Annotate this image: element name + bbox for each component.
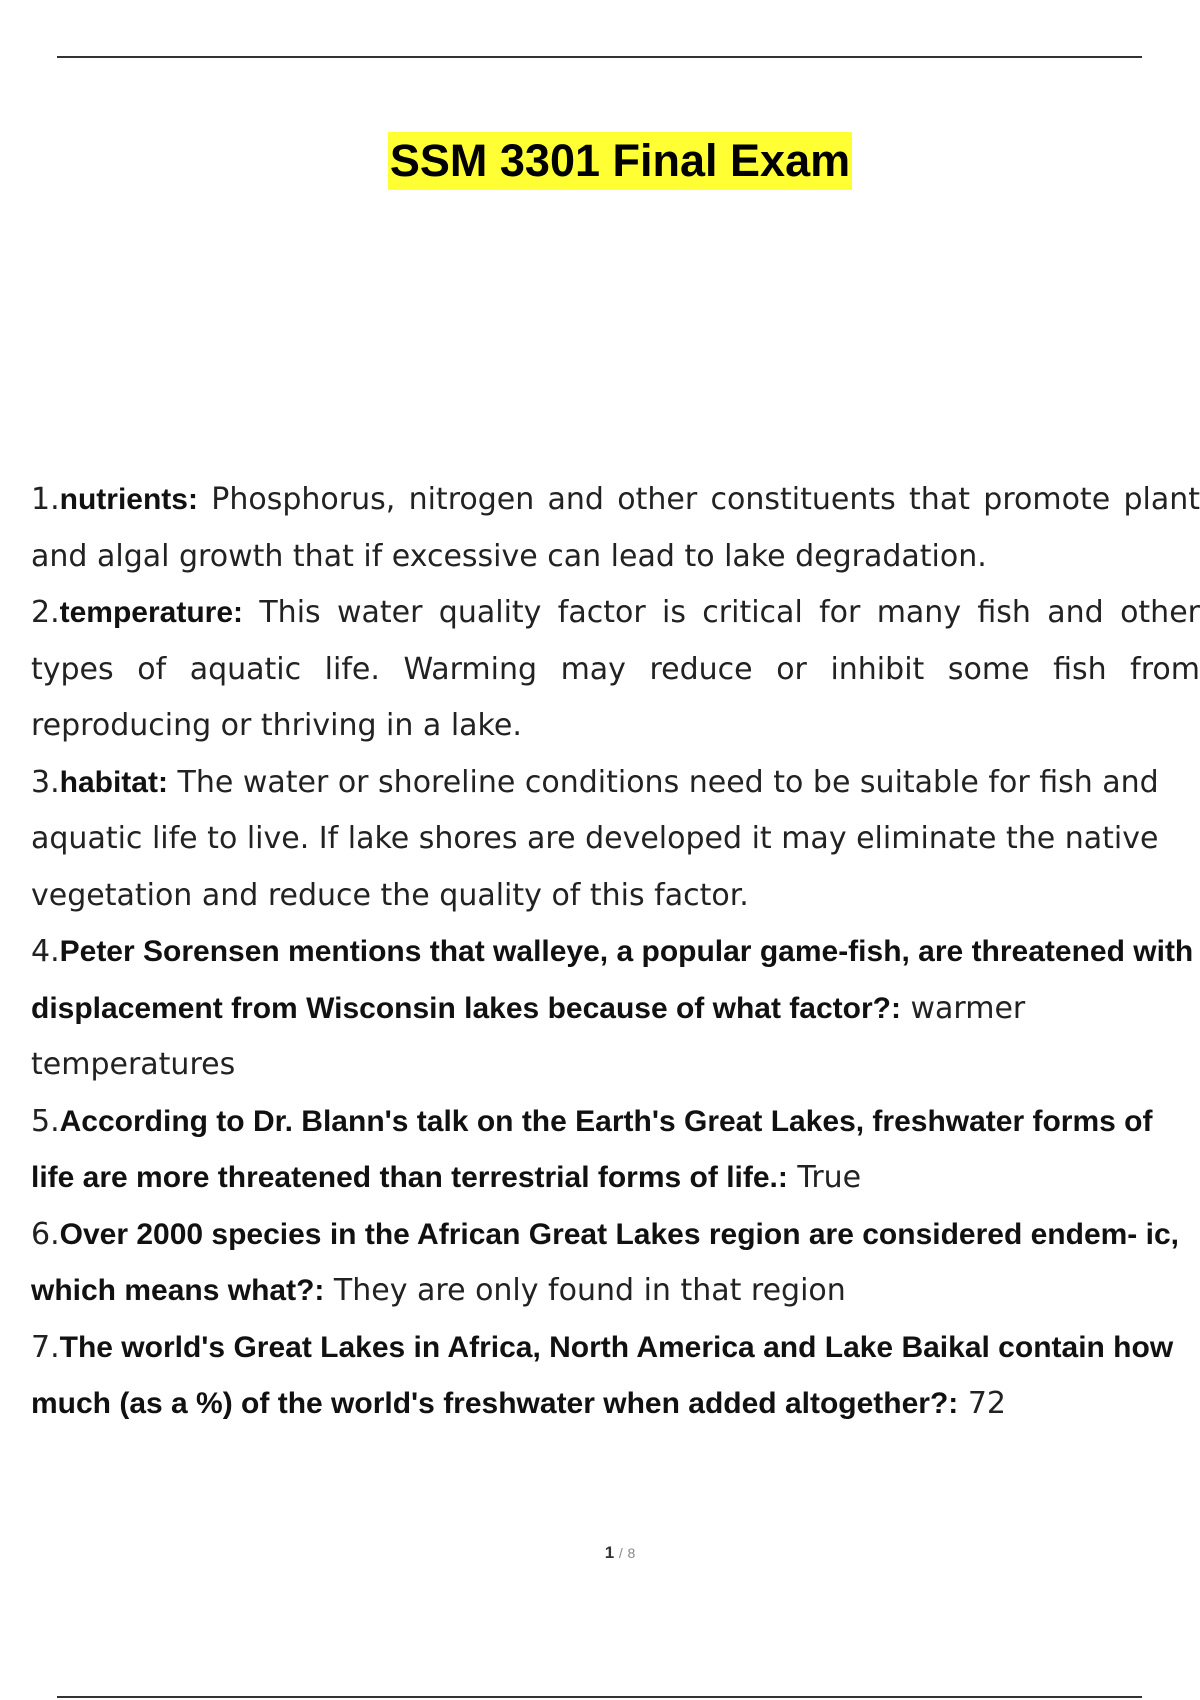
document-title: SSM 3301 Final Exam: [388, 132, 852, 190]
item-answer: The water or shoreline conditions need to be suitable for fish and aquatic life to live. If lake shores are developed it may eliminate the native vegetation and reduce the quality of this factor.: [31, 764, 1159, 913]
item-number: 6.: [31, 1216, 60, 1252]
item-answer: Phosphorus, nitrogen and other constituents that promote plant and algal growth that if excessive can lead to lake degradation.: [31, 482, 1200, 574]
item-question: According to Dr. Blann's talk on the Earth's Great Lakes, freshwater forms of life are more threatened than terrestrial forms of life.:: [31, 1104, 1153, 1194]
item-number: 2.: [31, 595, 60, 630]
item-answer: They are only found in that region: [324, 1273, 846, 1308]
qa-item-5: [31, 1094, 1200, 1207]
item-question: The world's Great Lakes in Africa, North America and Lake Baikal contain how much (as a %) of the world's freshwater when added altogether?:: [31, 1330, 1174, 1420]
item-number: 1.: [31, 482, 60, 517]
item-question: Peter Sorensen mentions that walleye, a popular game-fish, are threatened with displacement from Wisconsin lakes because of what factor?:: [31, 935, 1194, 1025]
bottom-rule: [57, 1696, 1142, 1698]
qa-item-3: [31, 755, 1200, 925]
item-question: nutrients:: [59, 483, 198, 516]
qa-list: [31, 472, 1200, 1433]
item-number: 7.: [31, 1329, 60, 1365]
top-rule: [57, 56, 1142, 58]
item-question: temperature:: [59, 596, 244, 629]
page-indicator: [0, 1543, 1200, 1563]
qa-item-4: [31, 924, 1200, 1094]
qa-item-7: [31, 1320, 1200, 1433]
title-container: [0, 132, 1200, 190]
item-number: 3.: [31, 764, 60, 800]
qa-item-6: [31, 1207, 1200, 1320]
current-page: 1: [604, 1543, 615, 1562]
qa-item-2: [31, 585, 1200, 755]
page-separator: /: [618, 1545, 623, 1561]
item-answer: warmer temperatures: [31, 990, 1026, 1082]
item-answer: 72: [958, 1386, 1006, 1421]
item-answer: This water quality factor is critical for many fish and other types of aquatic life. Warming may reduce or inhibit some fish from reproducing or thriving in a lake.: [31, 595, 1200, 743]
item-number: 4.: [31, 934, 60, 969]
item-number: 5.: [31, 1103, 60, 1139]
item-answer: True: [787, 1160, 862, 1195]
item-question: Over 2000 species in the African Great Lakes region are considered endem- ic, which means what?:: [31, 1217, 1179, 1307]
total-pages: 8: [627, 1545, 636, 1561]
item-question: habitat:: [59, 765, 168, 799]
qa-item-1: [31, 472, 1200, 585]
